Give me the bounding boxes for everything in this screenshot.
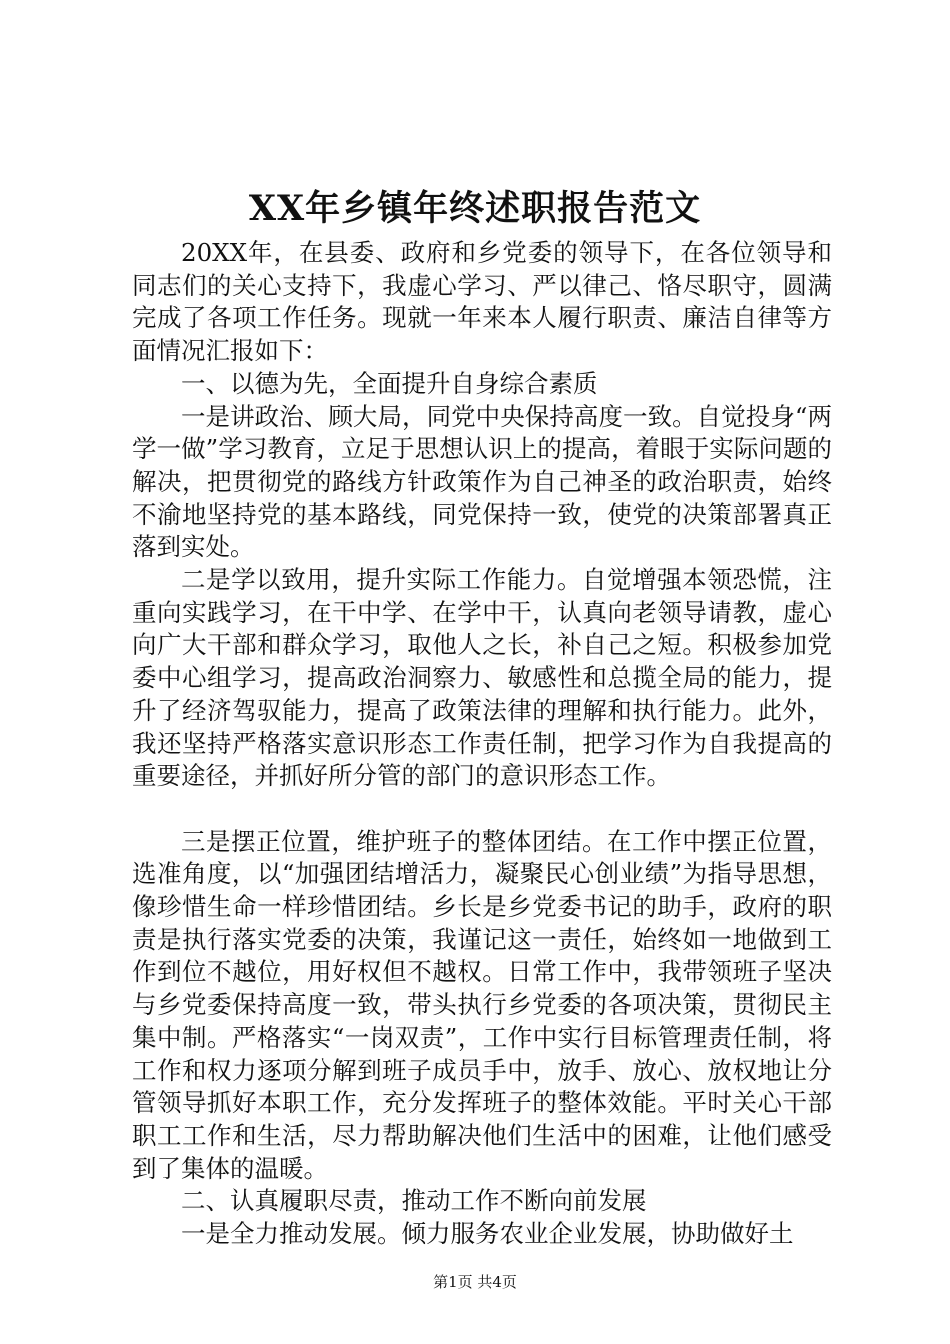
paragraph-intro: 20XX年，在县委、政府和乡党委的领导下，在各位领导和同志们的关心支持下，我虚心学习、严以律己、恪尽职守，圆满完成了各项工作任务。现就一年来本人履行职责、廉洁自律等方面情况汇报如下： xyxy=(132,238,832,366)
document-body xyxy=(132,237,832,1251)
paragraph-unity: 三是摆正位置，维护班子的整体团结。在工作中摆正位置，选准角度，以“加强团结增活力，凝聚民心创业绩”为指导思想，像珍惜生命一样珍惜团结。乡长是乡党委书记的助手，政府的职责是执行落实党委的决策，我谨记这一责任，始终如一地做到工作到位不越位，用好权但不越权。日常工作中，我带领班子坚决与乡党委保持高度一致，带头执行乡党委的各项决策，贯彻民主集中制。严格落实“一岗双责”，工作中实行目标管理责任制，将工作和权力逐项分解到班子成员手中，放手、放心、放权地让分管领导抓好本职工作，充分发挥班子的整体效能。平时关心干部职工工作和生活，尽力帮助解决他们生活中的困难，让他们感受到了集体的温暖。 xyxy=(132,826,832,1183)
heading-section-1: 一、以德为先，全面提升自身综合素质 xyxy=(181,368,598,398)
document-title: XX年乡镇年终述职报告范文 xyxy=(248,188,702,229)
paragraph-development: 一是全力推动发展。倾力服务农业企业发展，协助做好土 xyxy=(181,1219,794,1249)
paragraph-politics: 一是讲政治、顾大局，同党中央保持高度一致。自觉投身“两学一做”学习教育，立足于思想认识上的提高，着眼于实际问题的解决，把贯彻党的路线方针政策作为自己神圣的政治职责，始终不渝地坚持党的基本路线，同党保持一致，使党的决策部署真正落到实处。 xyxy=(132,401,832,562)
page-indicator: 第1页 共4页 xyxy=(433,1273,517,1291)
heading-section-2: 二、认真履职尽责，推动工作不断向前发展 xyxy=(181,1186,647,1216)
paragraph-learning: 二是学以致用，提升实际工作能力。自觉增强本领恐慌，注重向实践学习，在干中学、在学中干，认真向老领导请教，虚心向广大干部和群众学习，取他人之长，补自己之短。积极参加党委中心组学习，提高政治洞察力、敏感性和总揽全局的能力，提升了经济驾驭能力，提高了政策法律的理解和执行能力。此外，我还坚持严格落实意识形态工作责任制，把学习作为自我提高的重要途径，并抓好所分管的部门的意识形态工作。 xyxy=(132,565,832,791)
